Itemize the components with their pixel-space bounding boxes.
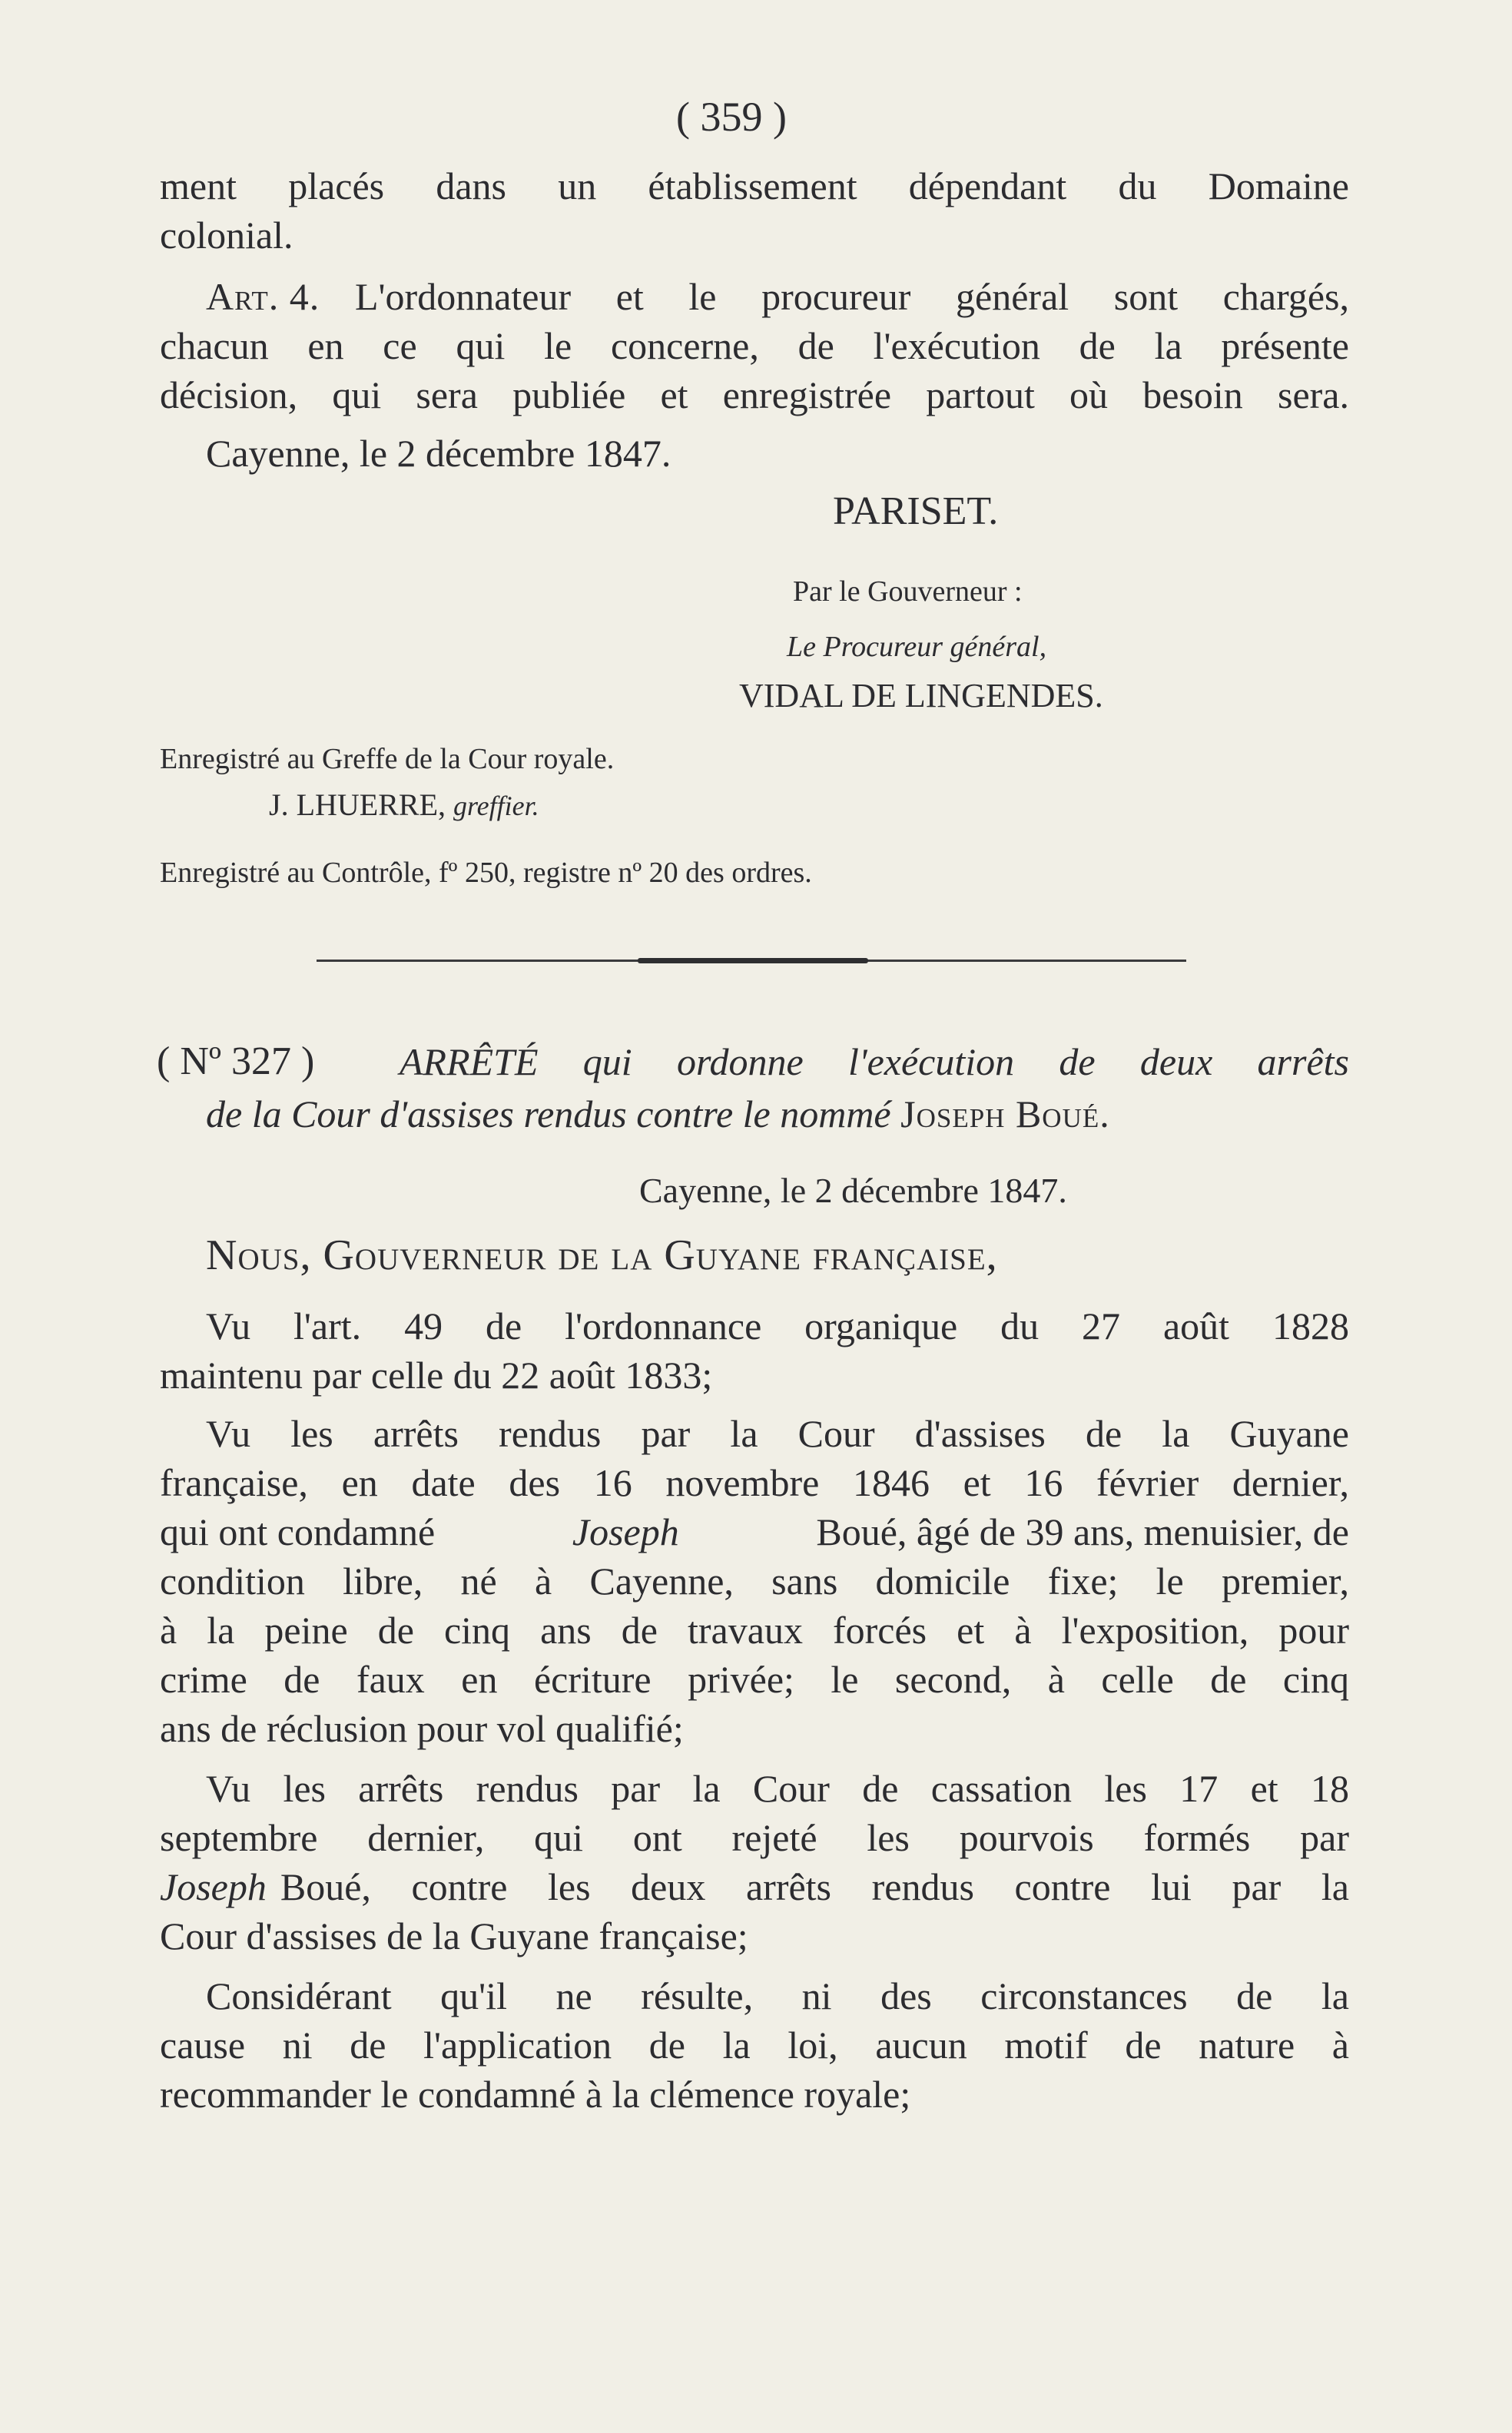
body-text: Boué, contre les deux arrêts rendus contre lui par la [280, 1865, 1349, 1908]
greffe-registration: Enregistré au Greffe de la Cour royale. [160, 743, 615, 775]
body-line: Vu les arrêts rendus par la Cour de cassation les 17 et 18 [206, 1767, 1349, 1810]
body-line: Considérant qu'il ne résulte, ni des circonstances de la [206, 1974, 1349, 2017]
arrete-title-italic: de la Cour d'assises rendus contre le nommé [206, 1092, 891, 1135]
body-line: cause ni de l'application de la loi, aucun motif de nature à [160, 2024, 1349, 2067]
arrete-number: ( Nº 327 ) [157, 1039, 315, 1083]
date-line: Cayenne, le 2 décembre 1847. [206, 432, 671, 475]
arrete-title-line: ARRÊTÉ qui ordonne l'exécution de deux arrêts [400, 1040, 1349, 1083]
procureur-name: VIDAL DE LINGENDES. [739, 677, 1103, 714]
person-name: Joseph [160, 1865, 267, 1908]
body-line: à la peine de cinq ans de travaux forcés et à l'exposition, pour [160, 1609, 1349, 1652]
controle-registration: Enregistré au Contrôle, fº 250, registre nº 20 des ordres. [160, 857, 812, 889]
body-line: colonial. [160, 214, 293, 257]
body-line: condition libre, né à Cayenne, sans domicile fixe; le premier, [160, 1560, 1349, 1603]
body-line: décision, qui sera publiée et enregistrée partout où besoin sera. [160, 373, 1349, 416]
body-line: ans de réclusion pour vol qualifié; [160, 1707, 684, 1750]
article-number: Art. 4. [206, 275, 320, 318]
body-line [160, 1864, 1349, 1910]
article-label [206, 273, 320, 320]
body-line: crime de faux en écriture privée; le second, à celle de cinq [160, 1658, 1349, 1701]
body-line: maintenu par celle du 22 août 1833; [160, 1354, 713, 1397]
body-line: Cour d'assises de la Guyane française; [160, 1914, 748, 1957]
body-line: recommander le condamné à la clémence royale; [160, 2073, 911, 2116]
body-line: L'ordonnateur et le procureur général sont chargés, [355, 275, 1349, 318]
par-le-gouverneur: Par le Gouverneur : [793, 575, 1023, 608]
arrete-title-name: Joseph Boué. [900, 1092, 1110, 1135]
nous-gouverneur: Nous, Gouverneur de la Guyane française, [206, 1231, 998, 1279]
greffier-name: J. LHUERRE, [269, 787, 446, 822]
body-line [160, 1509, 1349, 1555]
page-number: ( 359 ) [676, 94, 787, 140]
body-line: chacun en ce qui le concerne, de l'exécution de la présente [160, 324, 1349, 367]
greffier-signature [269, 782, 539, 829]
body-line: ment placés dans un établissement dépendant du Domaine [160, 164, 1349, 207]
procureur-title: Le Procureur général, [787, 631, 1047, 663]
greffier-title: greffier. [453, 791, 539, 821]
body-line: septembre dernier, qui ont rejeté les pourvois formés par [160, 1816, 1349, 1859]
body-line: française, en date des 16 novembre 1846 et 16 février dernier, [160, 1461, 1349, 1504]
arrete-date: Cayenne, le 2 décembre 1847. [639, 1171, 1067, 1210]
body-text: Boué, âgé de 39 ans, menuisier, de [816, 1510, 1349, 1553]
person-name: Joseph [572, 1510, 679, 1553]
body-line: Vu les arrêts rendus par la Cour d'assises de la Guyane [206, 1412, 1349, 1455]
body-line: Vu l'art. 49 de l'ordonnance organique du 27 août 1828 [206, 1304, 1349, 1347]
body-text: qui ont condamné [160, 1510, 436, 1553]
signatory-name: PARISET. [833, 489, 999, 533]
arrete-title-line [206, 1091, 1110, 1137]
section-divider-center [638, 958, 868, 963]
